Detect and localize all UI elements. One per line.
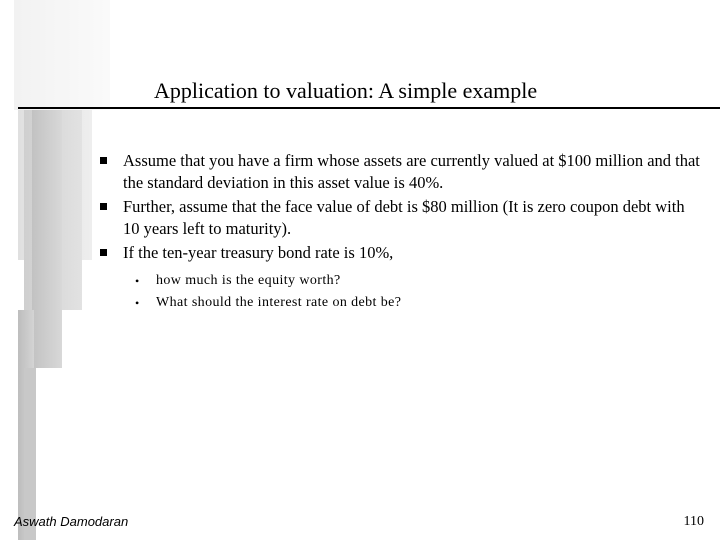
page-number: 110 bbox=[683, 514, 704, 529]
sub-bullet-text: What should the interest rate on debt be? bbox=[156, 295, 402, 310]
footer-author: Aswath Damodaran bbox=[14, 514, 129, 529]
sub-bullet-item bbox=[133, 292, 700, 314]
square-bullet-icon bbox=[100, 157, 107, 164]
dot-bullet-icon: • bbox=[135, 274, 140, 288]
dot-bullet-icon: • bbox=[135, 296, 140, 310]
slide-title: Application to valuation: A simple example bbox=[154, 78, 538, 103]
bullet-item bbox=[100, 242, 700, 314]
sub-bullet-item bbox=[133, 270, 700, 292]
square-bullet-icon bbox=[100, 203, 107, 210]
square-bullet-icon bbox=[100, 249, 107, 256]
bullet-text: If the ten-year treasury bond rate is 10%, bbox=[123, 243, 394, 262]
bullet-item bbox=[100, 196, 700, 240]
bullet-item bbox=[100, 150, 700, 194]
title-divider bbox=[18, 107, 720, 109]
bullet-text: Further, assume that the face value of debt is $80 million (It is zero coupon debt with 10 years left to maturity). bbox=[123, 197, 685, 238]
bullet-list bbox=[100, 150, 700, 316]
sub-bullet-text: how much is the equity worth? bbox=[156, 273, 341, 288]
sub-bullet-list bbox=[123, 270, 700, 314]
bullet-text: Assume that you have a firm whose assets are currently valued at $100 million and that the standard deviation in this asset value is 40%. bbox=[123, 151, 700, 192]
background-bar bbox=[14, 0, 110, 110]
background-bar bbox=[32, 110, 62, 368]
